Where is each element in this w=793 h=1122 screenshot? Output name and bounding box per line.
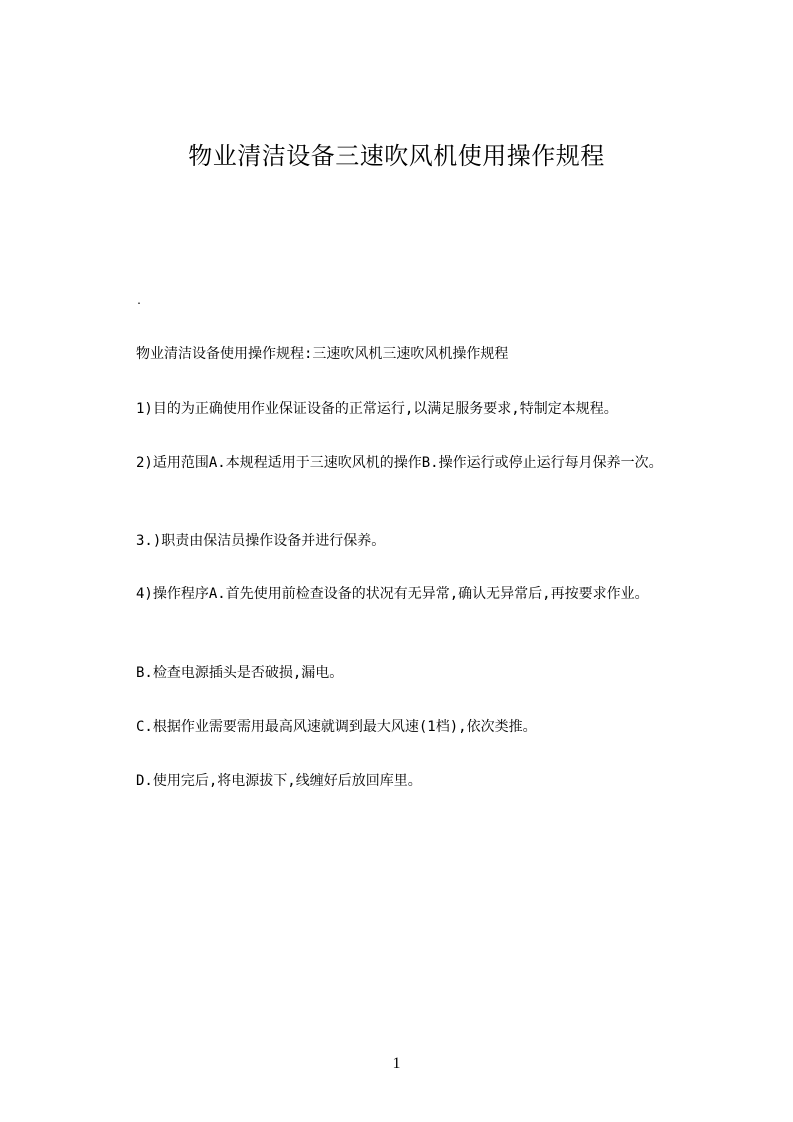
- paragraph-procedure: 4)操作程序A.首先使用前检查设备的状况有无异常,确认无异常后,再按要求作业。: [136, 586, 649, 602]
- page-number: 1: [392, 1055, 401, 1072]
- paragraph-step-d: D.使用完后,将电源拔下,线缠好后放回库里。: [136, 773, 422, 789]
- paragraph-purpose: 1)目的为正确使用作业保证设备的正常运行,以满足服务要求,特制定本规程。: [136, 401, 618, 417]
- paragraph-step-b: B.检查电源插头是否破损,漏电。: [136, 665, 344, 681]
- paragraph-scope: 2)适用范围A.本规程适用于三速吹风机的操作B.操作运行或停止运行每月保养一次。: [136, 455, 663, 471]
- dot-mark: .: [136, 296, 143, 307]
- paragraph-intro: 物业清洁设备使用操作规程:三速吹风机三速吹风机操作规程: [136, 346, 509, 362]
- paragraph-step-c: C.根据作业需要需用最高风速就调到最大风速(1档),依次类推。: [136, 719, 537, 735]
- paragraph-responsibility: 3.)职责由保洁员操作设备并进行保养。: [136, 533, 386, 549]
- document-title: 物业清洁设备三速吹风机使用操作规程: [188, 142, 605, 170]
